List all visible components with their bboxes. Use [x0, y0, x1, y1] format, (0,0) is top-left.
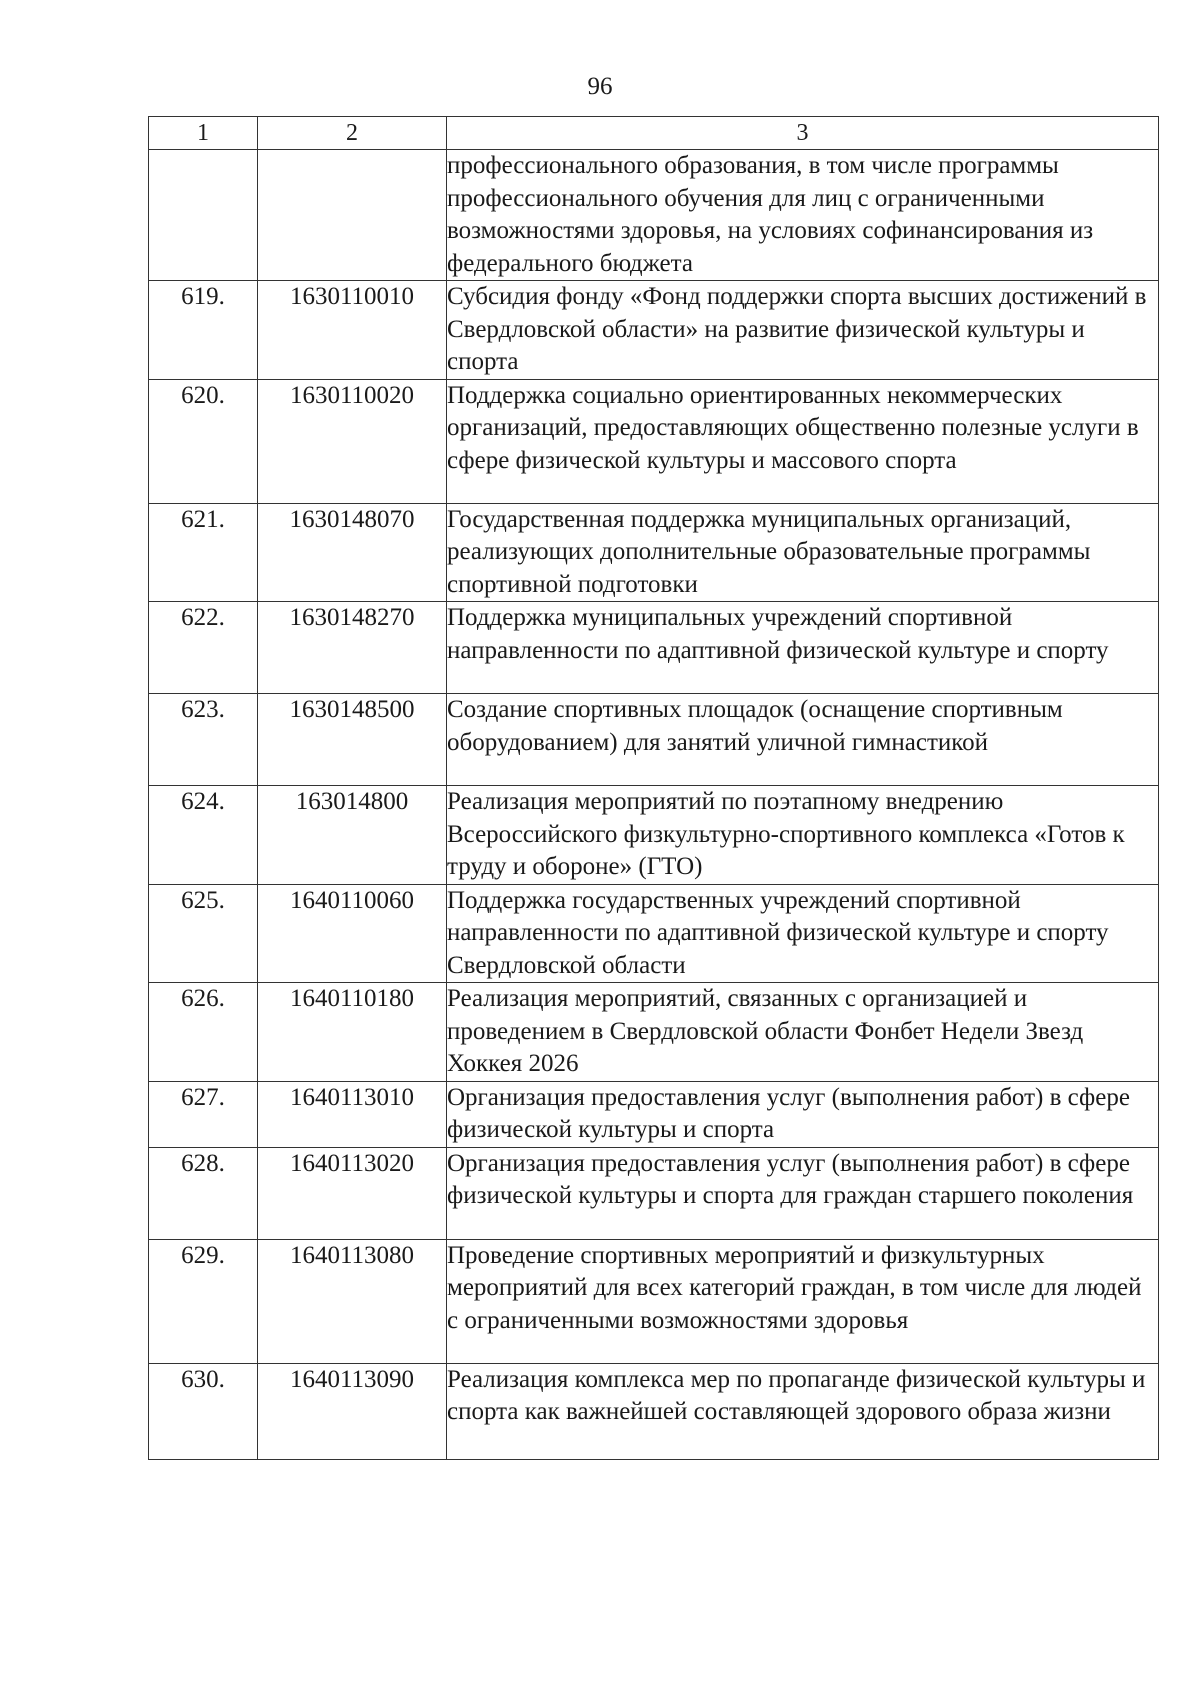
table-header-row — [149, 117, 1159, 150]
row-number-cell: 623. — [149, 694, 258, 786]
row-description-cell: профессионального образования, в том числе программы профессионального обучения для лиц с ограниченными возможностями здоровья, на условиях софинансирования из федерального бюджета — [447, 150, 1159, 281]
table-row — [149, 786, 1159, 885]
row-description-cell: Поддержка социально ориентированных некоммерческих организаций, предоставляющих общественно полезные услуги в сфере физической культуры и массового спорта — [447, 379, 1159, 503]
page-number: 96 — [587, 73, 613, 100]
row-description-cell: Реализация комплекса мер по пропаганде физической культуры и спорта как важнейшей составляющей здорового образа жизни — [447, 1363, 1159, 1459]
row-code-cell: 1630110020 — [258, 379, 447, 503]
row-number-cell: 625. — [149, 884, 258, 983]
row-number-cell: 624. — [149, 786, 258, 885]
table-row — [149, 379, 1159, 503]
row-number-cell: 630. — [149, 1363, 258, 1459]
row-description-cell: Реализация мероприятий по поэтапному внедрению Всероссийского физкультурно-спортивного комплекса «Готов к труду и обороне» (ГТО) — [447, 786, 1159, 885]
row-code-cell: 1640113020 — [258, 1147, 447, 1239]
table-row — [149, 281, 1159, 380]
table-row — [149, 503, 1159, 602]
row-number-cell: 621. — [149, 503, 258, 602]
row-code-cell — [258, 150, 447, 281]
table-row — [149, 694, 1159, 786]
codes-table — [148, 116, 1159, 1460]
row-description-cell: Создание спортивных площадок (оснащение спортивным оборудованием) для занятий уличной гимнастикой — [447, 694, 1159, 786]
row-code-cell: 163014800 — [258, 786, 447, 885]
row-description-cell: Реализация мероприятий, связанных с организацией и проведением в Свердловской области Фонбет Недели Звезд Хоккея 2026 — [447, 983, 1159, 1082]
row-description-cell: Поддержка муниципальных учреждений спортивной направленности по адаптивной физической культуре и спорту — [447, 602, 1159, 694]
row-description-cell: Организация предоставления услуг (выполнения работ) в сфере физической культуры и спорта — [447, 1081, 1159, 1147]
table-row — [149, 1081, 1159, 1147]
row-number-cell: 627. — [149, 1081, 258, 1147]
row-number-cell: 622. — [149, 602, 258, 694]
row-code-cell: 1640110180 — [258, 983, 447, 1082]
table-row — [149, 1239, 1159, 1363]
row-code-cell: 1630148070 — [258, 503, 447, 602]
row-number-cell — [149, 150, 258, 281]
row-code-cell: 1630148270 — [258, 602, 447, 694]
row-number-cell: 626. — [149, 983, 258, 1082]
row-description-cell: Поддержка государственных учреждений спортивной направленности по адаптивной физической культуре и спорту Свердловской области — [447, 884, 1159, 983]
row-code-cell: 1640113010 — [258, 1081, 447, 1147]
column-header-3: 3 — [447, 117, 1159, 150]
row-number-cell: 628. — [149, 1147, 258, 1239]
table-row — [149, 1147, 1159, 1239]
row-description-cell: Организация предоставления услуг (выполнения работ) в сфере физической культуры и спорта для граждан старшего поколения — [447, 1147, 1159, 1239]
row-number-cell: 620. — [149, 379, 258, 503]
row-number-cell: 619. — [149, 281, 258, 380]
row-code-cell: 1640113090 — [258, 1363, 447, 1459]
column-header-2: 2 — [258, 117, 447, 150]
row-code-cell: 1640113080 — [258, 1239, 447, 1363]
row-code-cell: 1630148500 — [258, 694, 447, 786]
row-code-cell: 1630110010 — [258, 281, 447, 380]
row-number-cell: 629. — [149, 1239, 258, 1363]
table-row — [149, 983, 1159, 1082]
column-header-1: 1 — [149, 117, 258, 150]
table-row — [149, 1363, 1159, 1459]
table-row-continuation — [149, 150, 1159, 281]
table-row — [149, 884, 1159, 983]
row-description-cell: Государственная поддержка муниципальных организаций, реализующих дополнительные образовательные программы спортивной подготовки — [447, 503, 1159, 602]
row-code-cell: 1640110060 — [258, 884, 447, 983]
row-description-cell: Субсидия фонду «Фонд поддержки спорта высших достижений в Свердловской области» на развитие физической культуры и спорта — [447, 281, 1159, 380]
row-description-cell: Проведение спортивных мероприятий и физкультурных мероприятий для всех категорий граждан, в том числе для людей с ограниченными возможностями здоровья — [447, 1239, 1159, 1363]
table-row — [149, 602, 1159, 694]
